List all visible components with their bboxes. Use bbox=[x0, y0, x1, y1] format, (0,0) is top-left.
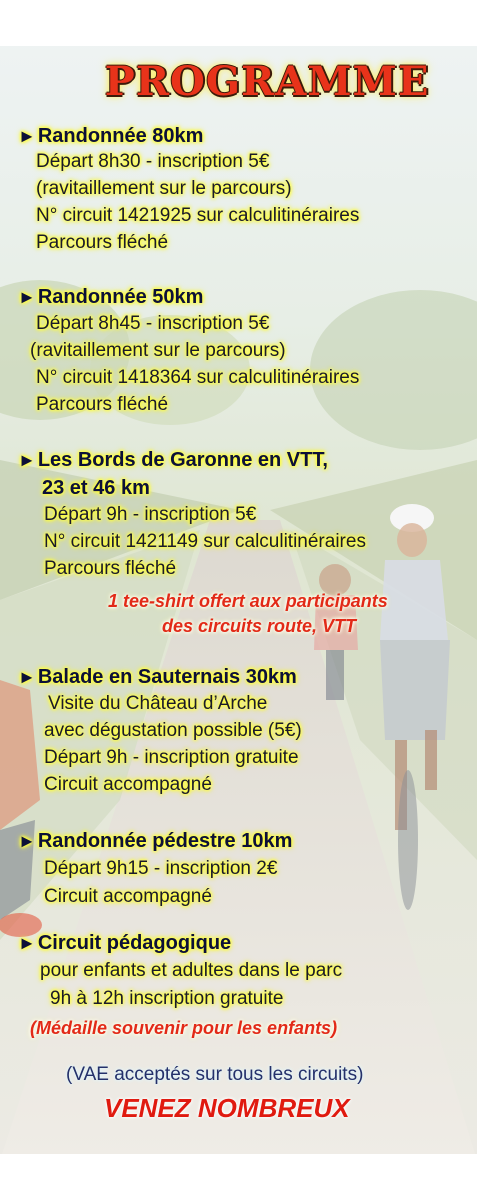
section-line: Parcours fléché bbox=[36, 232, 169, 253]
section-line: Départ 9h - inscription 5€ bbox=[44, 504, 257, 525]
heading-text: Randonnée 80km bbox=[37, 125, 204, 147]
triangle-bullet-icon: ► bbox=[18, 287, 36, 307]
section-line: Départ 9h15 - inscription 2€ bbox=[44, 858, 278, 879]
section-heading-rando-50 bbox=[18, 285, 203, 310]
section-line: N° circuit 1421149 sur calculitinéraires bbox=[44, 531, 366, 552]
section-line: Circuit accompagné bbox=[44, 886, 212, 907]
venez-nombreux-slogan: VENEZ NOMBREUX bbox=[104, 1093, 350, 1123]
section-heading-pedagogique bbox=[18, 931, 231, 956]
section-line: (ravitaillement sur le parcours) bbox=[36, 178, 292, 199]
triangle-bullet-icon: ► bbox=[18, 126, 36, 146]
section-line: Départ 9h - inscription gratuite bbox=[44, 747, 299, 768]
triangle-bullet-icon: ► bbox=[18, 667, 36, 687]
section-line: N° circuit 1418364 sur calculitinéraires bbox=[36, 367, 360, 388]
section-line: avec dégustation possible (5€) bbox=[44, 720, 302, 741]
triangle-bullet-icon: ► bbox=[18, 450, 36, 470]
section-line: Départ 8h45 - inscription 5€ bbox=[36, 313, 270, 334]
heading-text: Randonnée pédestre 10km bbox=[37, 830, 293, 852]
tee-shirt-note-2: des circuits route, VTT bbox=[162, 616, 357, 636]
section-line: Parcours fléché bbox=[44, 558, 177, 579]
medaille-note: (Médaille souvenir pour les enfants) bbox=[30, 1018, 338, 1038]
vae-note: (VAE acceptés sur tous les circuits) bbox=[66, 1064, 364, 1085]
section-line: 9h à 12h inscription gratuite bbox=[50, 988, 284, 1009]
heading-text: Randonnée 50km bbox=[37, 286, 204, 308]
section-line: pour enfants et adultes dans le parc bbox=[40, 960, 343, 981]
section-heading-rando-80 bbox=[18, 124, 203, 149]
triangle-bullet-icon: ► bbox=[18, 933, 36, 953]
section-heading-pedestre bbox=[18, 829, 292, 854]
triangle-bullet-icon: ► bbox=[18, 831, 36, 851]
section-line: (ravitaillement sur le parcours) bbox=[30, 340, 286, 361]
heading-text: Balade en Sauternais 30km bbox=[37, 666, 297, 688]
section-line: N° circuit 1421925 sur calculitinéraires bbox=[36, 205, 360, 226]
section-line: Parcours fléché bbox=[36, 394, 169, 415]
section-line: Départ 8h30 - inscription 5€ bbox=[36, 151, 270, 172]
section-line: Circuit accompagné bbox=[44, 774, 212, 795]
programme-title: PROGRAMME bbox=[104, 58, 430, 105]
heading-text: Les Bords de Garonne en VTT, bbox=[37, 449, 328, 471]
section-heading-garonne-vtt bbox=[18, 448, 328, 473]
section-heading-distances: 23 et 46 km bbox=[42, 477, 150, 499]
section-line: Visite du Château d’Arche bbox=[48, 693, 268, 714]
tee-shirt-note: 1 tee-shirt offert aux participants bbox=[108, 591, 388, 611]
heading-text: Circuit pédagogique bbox=[37, 932, 232, 954]
section-heading-sauternais bbox=[18, 665, 297, 690]
